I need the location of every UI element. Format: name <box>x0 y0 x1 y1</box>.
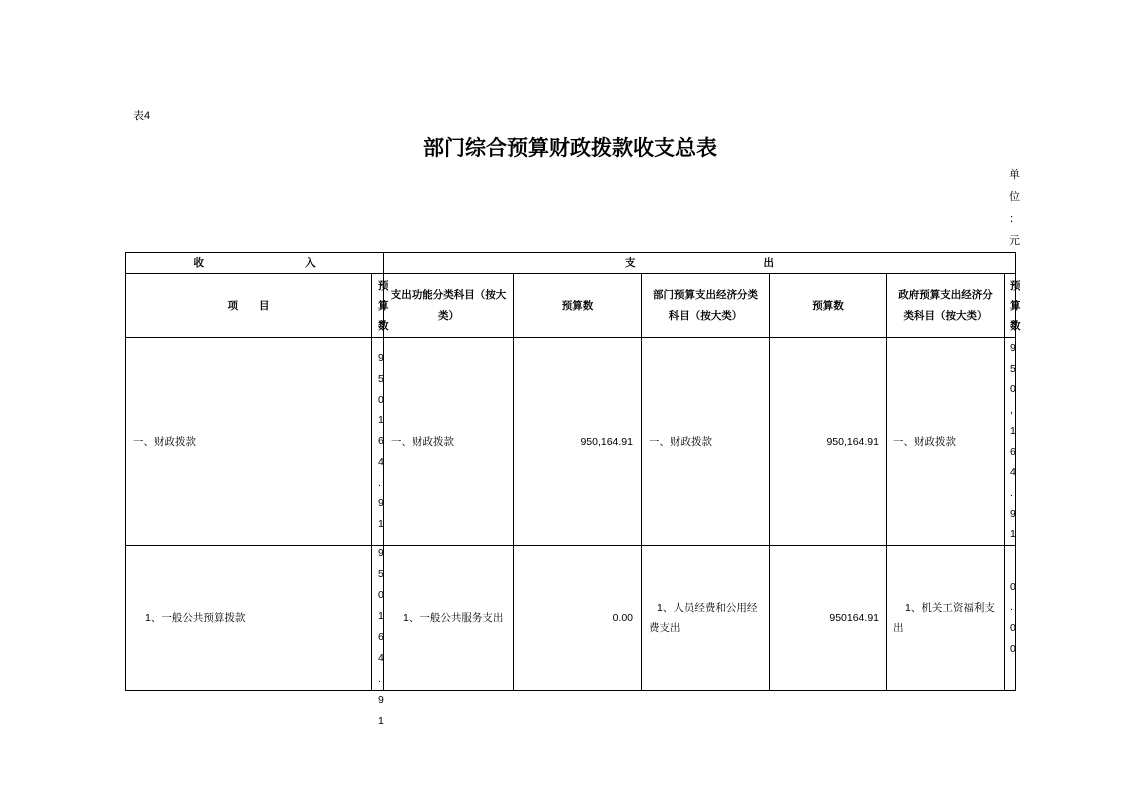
col-header-dept-econ-amount <box>769 273 887 338</box>
table-row-2-dept-econ-amount-text: 950164.91 <box>829 612 879 624</box>
header-expense-char-1: 支 <box>625 257 636 269</box>
header-expense <box>383 252 1016 274</box>
table-row-2-item-text: 1、一般公共预算拨款 <box>145 612 246 624</box>
col-header-gov-econ-amount <box>1004 273 1021 338</box>
col-header-func-class-text: 支出功能分类科目（按大类） <box>390 288 507 322</box>
table-row-1-func-amount <box>513 337 642 546</box>
table-row-1-item-text: 一、财政拨款 <box>133 435 196 448</box>
unit-label-text: 单位：元 <box>1009 169 1020 247</box>
table-row-1-gov-econ-class <box>886 337 1005 546</box>
table-row-1-func-class <box>383 337 514 546</box>
table-row-2-func-amount <box>513 545 642 691</box>
table-row-2-item <box>125 545 372 691</box>
table-row-1-gov-econ-amount <box>1004 337 1016 546</box>
col-header-gov-econ-amount-text: 预算数 <box>1010 279 1021 332</box>
table-number: 表4 <box>133 110 151 122</box>
header-income-char-1: 收 <box>193 257 204 269</box>
col-header-item-char-2: 目 <box>259 299 270 312</box>
col-header-dept-econ-class-text: 部门预算支出经济分类科目（按大类） <box>653 288 758 322</box>
page-title: 部门综合预算财政拨款收支总表 <box>423 136 717 160</box>
table-row-1-gov-econ-amount-text: 950,164.91 <box>1010 341 1016 541</box>
table-row-1-gov-econ-class-text: 一、财政拨款 <box>893 435 956 448</box>
col-header-dept-econ-amount-text: 预算数 <box>812 299 844 312</box>
col-header-func-amount <box>513 273 642 338</box>
col-header-item <box>125 273 372 338</box>
col-header-func-amount-text: 预算数 <box>561 299 594 312</box>
table-row-2-gov-econ-amount <box>1004 545 1016 691</box>
table-row-2-func-amount-text: 0.00 <box>612 612 633 624</box>
table-row-2-income-amount-text: 950164.91 <box>378 547 384 727</box>
table-row-2-dept-econ-class <box>641 545 770 691</box>
col-header-item-char-1: 项 <box>227 299 238 312</box>
col-header-gov-econ-class-text: 政府预算支出经济分类科目（按大类） <box>898 288 993 322</box>
header-expense-char-2: 出 <box>763 257 774 269</box>
table-row-1-dept-econ-class-text: 一、财政拨款 <box>649 435 712 448</box>
table-row-2-func-class-text: 1、一般公共服务支出 <box>403 612 504 624</box>
table-row-1-dept-econ-amount <box>769 337 887 546</box>
table-row-2-func-class <box>383 545 514 691</box>
table-row-1-func-class-text: 一、财政拨款 <box>391 435 454 448</box>
col-header-func-class <box>383 273 514 338</box>
table-row-1-dept-econ-amount-text: 950,164.91 <box>826 435 879 448</box>
header-income-char-2: 入 <box>305 257 316 269</box>
table-row-2-gov-econ-amount-text: 0.00 <box>1010 580 1016 655</box>
col-header-dept-econ-class <box>641 273 770 338</box>
table-row-1-income-amount-text: 950164.91 <box>378 352 384 530</box>
col-header-income-amount-text: 预算数 <box>378 279 389 332</box>
budget-table <box>125 252 1021 727</box>
unit-label <box>1009 164 1020 254</box>
header-income <box>125 252 384 274</box>
table-row-1-dept-econ-class <box>641 337 770 546</box>
col-header-gov-econ-class <box>886 273 1005 338</box>
table-row-1-item <box>125 337 372 546</box>
table-row-2-gov-econ-class-text: 1、机关工资福利支出 <box>893 602 995 634</box>
table-row-2-gov-econ-class <box>886 545 1005 691</box>
table-row-2-dept-econ-class-text: 1、人员经费和公用经费支出 <box>649 602 758 634</box>
table-row-1-func-amount-text: 950,164.91 <box>580 435 633 448</box>
table-row-2-dept-econ-amount <box>769 545 887 691</box>
